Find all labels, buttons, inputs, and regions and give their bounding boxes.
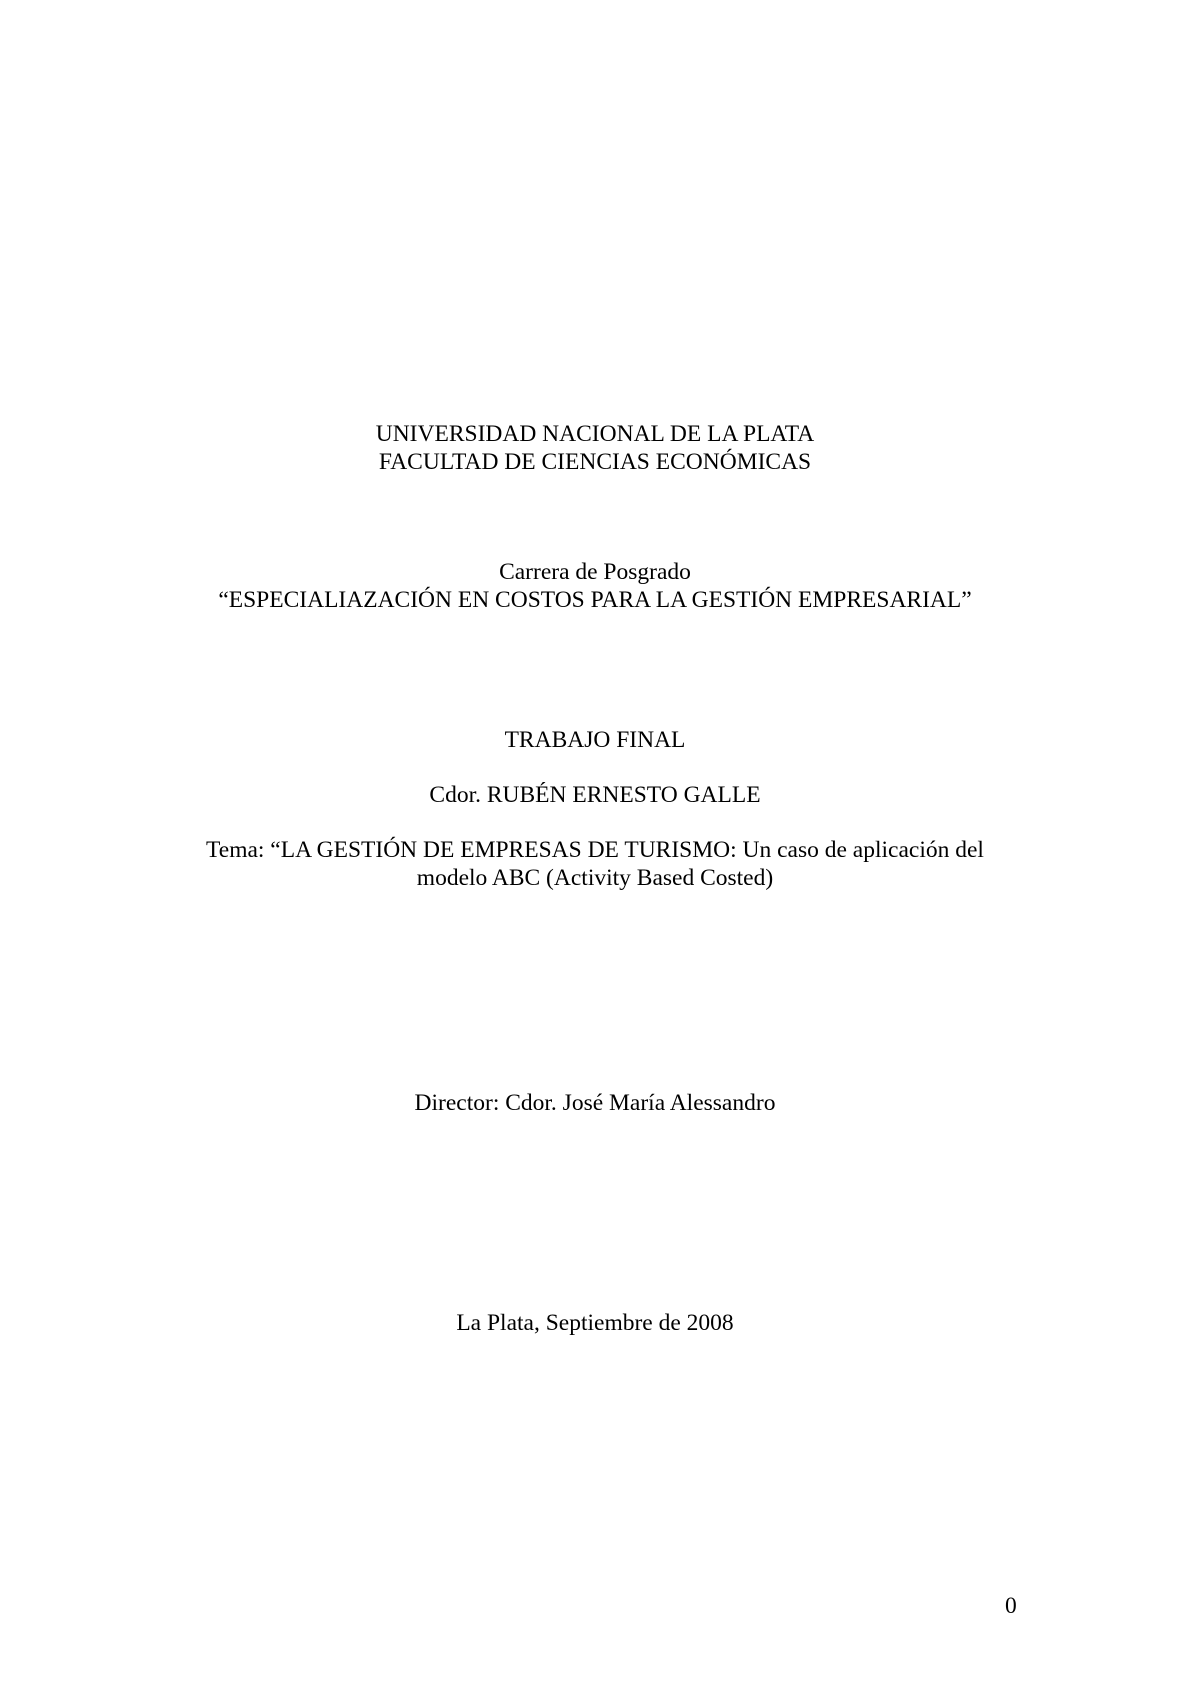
author-name: Cdor. RUBÉN ERNESTO GALLE (429, 782, 761, 808)
topic-line-2: modelo ABC (Activity Based Costed) (416, 865, 774, 891)
work-type: TRABAJO FINAL (504, 727, 686, 753)
program-label: Carrera de Posgrado (499, 559, 691, 585)
director-name: Director: Cdor. José María Alessandro (414, 1090, 776, 1116)
university-name: UNIVERSIDAD NACIONAL DE LA PLATA (375, 421, 815, 447)
faculty-name: FACULTAD DE CIENCIAS ECONÓMICAS (378, 449, 812, 475)
program-name: “ESPECIALIAZACIÓN EN COSTOS PARA LA GESTIÓN EMPRESARIAL” (218, 587, 972, 613)
page-number: 0 (1005, 1593, 1017, 1619)
topic-line-1: Tema: “LA GESTIÓN DE EMPRESAS DE TURISMO: Un caso de aplicación del (206, 837, 984, 863)
place-date: La Plata, Septiembre de 2008 (456, 1310, 734, 1336)
